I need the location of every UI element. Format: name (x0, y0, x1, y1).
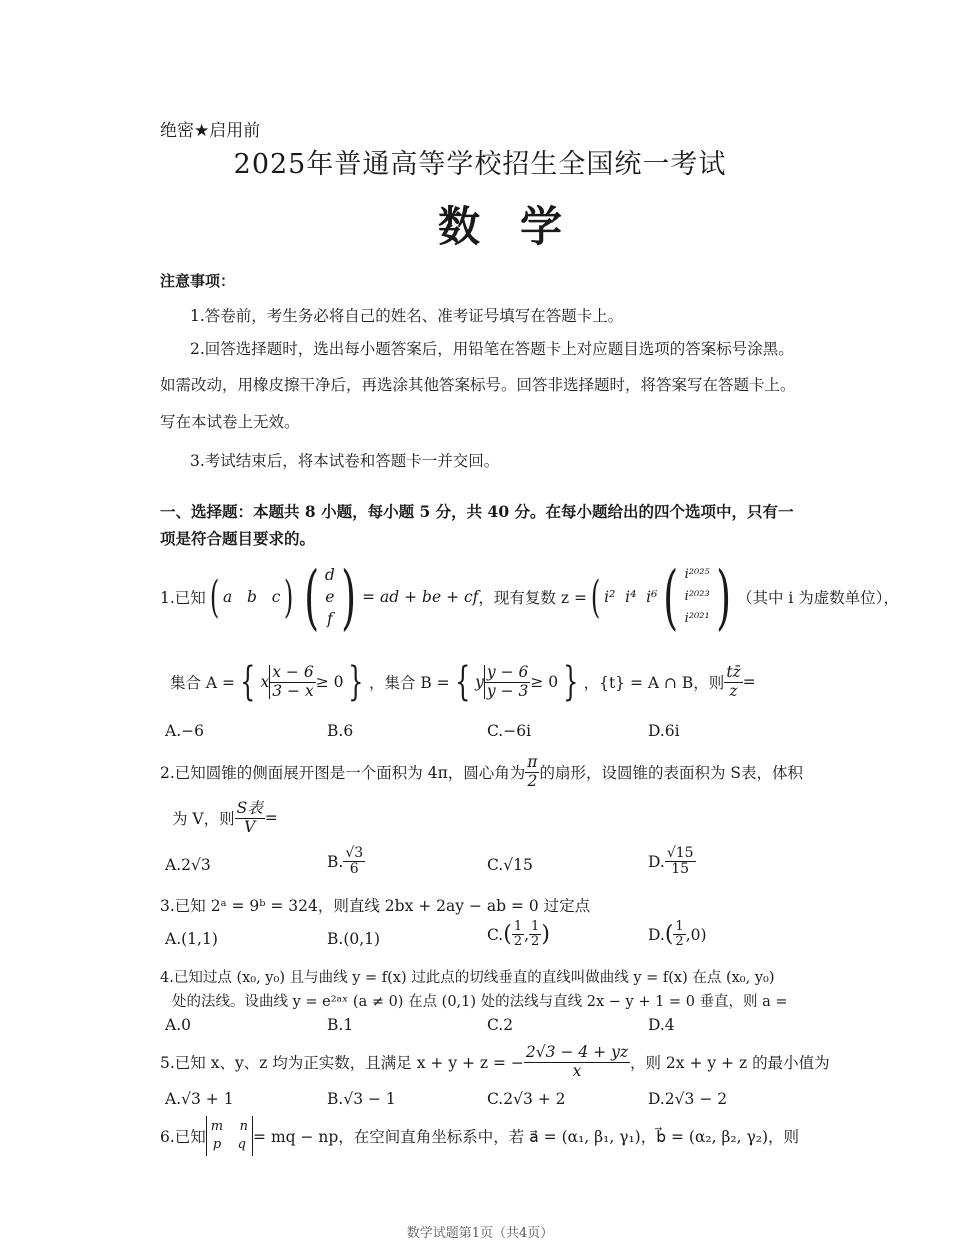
q2-angle-den: 2 (527, 771, 538, 790)
q5-fraction (524, 1044, 630, 1079)
notice-item-2b: 如需改动，用橡皮擦干净后，再选涂其他答案标号。回答非选择题时，将答案写在答题卡上。 (160, 376, 796, 394)
q2-option-b-den: 6 (349, 861, 359, 878)
q4-option-d: D.4 (648, 1016, 675, 1034)
q2-ratio-num: S表 (236, 799, 263, 818)
q3-option-d (648, 920, 707, 950)
q1-note: （其中 i 为虚数单位）， (736, 589, 900, 607)
notice-item-2a: 2.回答选择题时，选出每小题答案后，用铅笔在答题卡上对应题目选项的答案标号涂黑。 (190, 340, 794, 358)
q1-row-c: c (271, 588, 281, 606)
q3-option-d-frac (673, 920, 685, 950)
q2-option-b-label: B. (327, 852, 344, 871)
q1-row2-left-paren: ( (590, 571, 601, 623)
q3-option-d-close: ,0) (685, 925, 707, 944)
q2-option-b (327, 846, 365, 878)
question-4-line1: 4.已知过点 (x₀, y₀) 且与曲线 y = f(x) 过此点的切线垂直的直线叫做曲线 y = f(x) 在点 (x₀, y₀) (160, 970, 775, 986)
q1-setB-fraction (485, 664, 530, 699)
question-2-line2 (172, 798, 278, 838)
q1-column-vector (325, 564, 335, 630)
q1-setB-right-brace: } (563, 659, 579, 705)
q2-option-d-fraction (665, 846, 696, 878)
q3-option-b: B.(0,1) (327, 930, 381, 948)
q2-line2: 为 V，则 (172, 810, 235, 828)
q2-option-d-den: 15 (671, 861, 690, 878)
q2-option-d-label: D. (648, 852, 665, 871)
q1-mid-text: ，现有复数 z = (478, 589, 587, 607)
q3-option-c-frac2 (529, 920, 541, 950)
subject-title: 数学 (437, 202, 602, 251)
q5-text: 5.已知 x、y、z 均为正实数，且满足 x + y + z = − (160, 1054, 524, 1072)
q5-text2: ，则 2x + y + z 的最小值为 (630, 1054, 830, 1072)
q1-ratio-num: tz̄ (726, 663, 741, 682)
q1-col2-3: i²⁰²¹ (684, 611, 710, 626)
q1-setB-label: ，集合 B = (368, 674, 450, 692)
q3-option-c-open: ( (503, 922, 512, 948)
q6-det-row2: p q (212, 1137, 246, 1152)
q1-option-a: A.−6 (165, 722, 204, 740)
q1-definition: = ad + be + cf (362, 588, 479, 606)
q1-setA-num: x − 6 (272, 663, 314, 682)
q5-option-d: D.2√3 − 2 (648, 1090, 728, 1108)
q4-option-c: C.2 (487, 1016, 514, 1034)
q2-option-c: C.√15 (487, 856, 533, 874)
q1-col-right-paren: ) (340, 556, 356, 638)
question-3: 3.已知 2ᵃ = 9ᵇ = 324，则直线 2bx + 2ay − ab = 0 过定点 (160, 897, 591, 915)
q3-option-c-frac2-den: 2 (531, 934, 540, 950)
q1-setA-fraction (270, 664, 315, 699)
q1-ratio-den: z (729, 681, 738, 700)
q6-determinant (207, 1118, 252, 1154)
q1-column-vector-2 (685, 564, 710, 630)
q3-option-d-den: 2 (675, 934, 684, 950)
q1-option-d: D.6i (648, 722, 680, 740)
q1-row-left-paren: ( (209, 571, 220, 623)
q1-col2-left-paren: ( (663, 556, 679, 638)
q3-option-c-frac1-den: 2 (513, 934, 523, 950)
q1-col-d: d (324, 566, 335, 584)
q1-col-f: f (326, 610, 333, 628)
q5-frac-den: x (572, 1061, 582, 1080)
q1-row-a: a (222, 588, 233, 606)
q1-col2-right-paren: ) (715, 556, 731, 638)
q1-row-b: b (247, 588, 257, 606)
q1-setA-right-brace: } (348, 659, 364, 705)
q2-angle-fraction (525, 754, 539, 789)
q3-option-d-num: 1 (675, 919, 684, 934)
q3-option-d-label: D. (648, 925, 665, 944)
q1-setB-left-brace: { (454, 659, 471, 705)
q5-frac-num: 2√3 − 4 + yz (525, 1043, 628, 1062)
q6-det-row1: m n (210, 1119, 249, 1134)
q1-setA-den: 3 − x (272, 681, 314, 700)
q4-option-b: B.1 (327, 1016, 354, 1034)
q5-option-b: B.√3 − 1 (327, 1090, 396, 1108)
q1-setB-num: y − 6 (486, 663, 529, 682)
q1-row2-2: i⁴ (625, 588, 637, 606)
q3-option-c-close: ) (541, 922, 550, 948)
q1-setA-cond: ≥ 0 (315, 673, 344, 691)
q2-ratio-fraction (235, 800, 265, 835)
q1-row2-3: i⁶ (646, 588, 658, 606)
q1-setA-left-brace: { (240, 659, 256, 705)
q2-option-a: A.2√3 (165, 856, 211, 874)
q2-end: = (264, 809, 278, 827)
page-footer: 数学试题第1页（共4页） (406, 1226, 554, 1241)
q5-option-a: A.√3 + 1 (165, 1090, 234, 1108)
q1-row-right-paren: ) (284, 571, 294, 623)
question-4-line2: 处的法线。设曲线 y = e²ᵃˣ (a ≠ 0) 在点 (0,1) 处的法线与直线 2x − y + 1 = 0 垂直，则 a = (172, 994, 788, 1010)
q5-option-c: C.2√3 + 2 (487, 1090, 566, 1108)
q1-col-left-paren: ( (303, 556, 319, 638)
q3-option-c-label: C. (487, 925, 504, 944)
notice-heading: 注意事项： (160, 272, 236, 290)
q3-option-c-frac1 (512, 920, 524, 950)
exam-title: 2025年普通高等学校招生全国统一考试 (233, 149, 727, 180)
question-1-line2: 集合 A = { x $\frac{x - 6}{3 - x}$ ≥ 0 } ，集合 B = { y $\frac{y - 6}{y - 3}$ ≥ 0 } ，{t} = A ∩ B，则 $\frac{tz̄}{z}$ = (170, 659, 756, 705)
q1-ratio-fraction (724, 664, 742, 699)
q3-option-a: A.(1,1) (165, 930, 218, 948)
q1-col2-2: i²⁰²³ (684, 589, 710, 604)
q2-ratio-den: V (244, 817, 256, 836)
q6-text: = mq − np，在空间直角坐标系中，若 a⃗ = (α₁, β₁, γ₁)，b⃗ = (α₂, β₂, γ₂)，则 (253, 1128, 800, 1146)
q6-prefix: 6.已知 (160, 1128, 206, 1146)
q3-option-c-sep: , (524, 925, 530, 944)
q3-option-c-frac1-num: 1 (513, 919, 523, 934)
q4-option-a: A.0 (165, 1016, 191, 1034)
q1-col2-1: i²⁰²⁵ (684, 567, 710, 582)
q1-row2-1: i² (604, 588, 616, 606)
q2-option-d-num: √15 (666, 845, 694, 861)
q1-end: = (742, 673, 756, 691)
q3-option-d-open: ( (664, 922, 674, 948)
q1-setB-den: y − 3 (486, 681, 529, 700)
question-2-line1 (160, 752, 803, 792)
section-heading-line1: 一、选择题：本题共 8 小题，每小题 5 分，共 40 分。在每小题给出的四个选项中，只有一 (160, 502, 794, 521)
q2-option-b-fraction (343, 846, 365, 878)
notice-item-3: 3.考试结束后，将本试卷和答题卡一并交回。 (190, 452, 500, 470)
q2-text2: 的扇形，设圆锥的表面积为 S表，体积 (539, 764, 804, 782)
q3-option-c (487, 920, 550, 950)
q1-col-e: e (325, 588, 335, 606)
question-5 (160, 1040, 830, 1084)
q2-text: 2.已知圆锥的侧面展开图是一个面积为 4π，圆心角为 (160, 764, 526, 782)
confidential-label: 绝密★启用前 (160, 121, 261, 141)
q1-tail: ，{t} = A ∩ B，则 (583, 674, 725, 692)
q1-option-b: B.6 (327, 722, 354, 740)
q1-setA-label: 集合 A = (170, 674, 236, 692)
question-1-line1 (160, 557, 899, 637)
notice-item-2c: 写在本试卷上无效。 (160, 413, 300, 431)
q2-angle-num: π (527, 753, 538, 772)
q1-prefix: 1.已知 (160, 589, 206, 607)
section-heading-line2: 项是符合题目要求的。 (160, 529, 316, 548)
q1-setB-cond: ≥ 0 (530, 673, 559, 691)
notice-item-1: 1.答卷前，考生务必将自己的姓名、准考证号填写在答题卡上。 (190, 307, 624, 325)
question-6 (160, 1114, 799, 1158)
q1-option-c: C.−6i (487, 722, 532, 740)
q2-option-b-num: √3 (345, 845, 364, 861)
q3-option-c-frac2-num: 1 (531, 919, 540, 934)
q2-option-d (648, 846, 696, 878)
